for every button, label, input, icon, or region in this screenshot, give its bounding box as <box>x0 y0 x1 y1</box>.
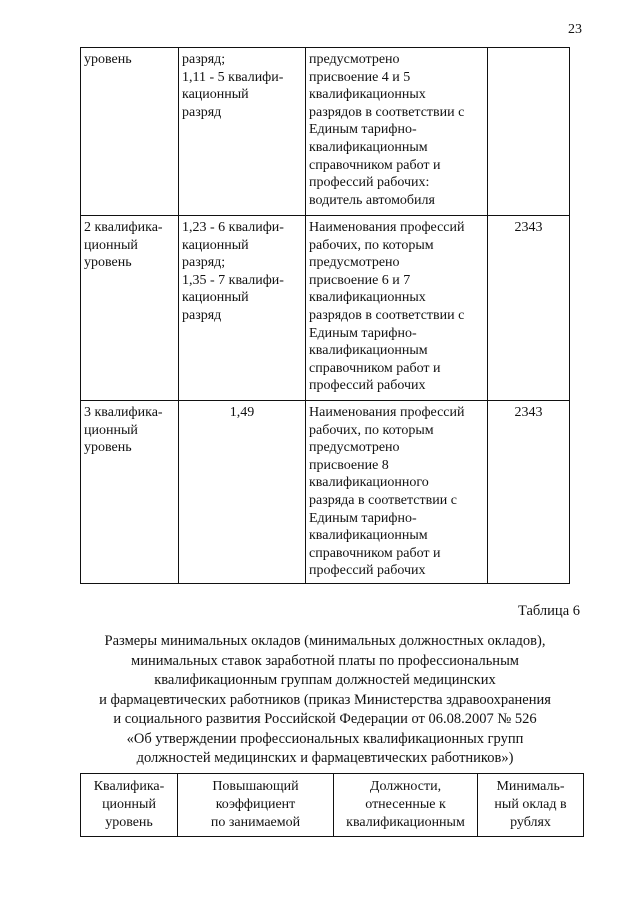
cell-line: разрядов в соответствии с <box>309 104 465 120</box>
cell-line: кационный <box>182 237 249 253</box>
cell-line: 1,35 - 7 квалифи- <box>182 272 284 288</box>
cell-line: Квалифика- <box>93 779 165 794</box>
title-line: Размеры минимальных окладов (минимальных должностных окладов), <box>104 633 546 649</box>
cell-line: по занимаемой <box>210 815 301 830</box>
table-row <box>81 216 570 401</box>
cell-line: Повышающий <box>212 779 299 794</box>
cell-line: профессий рабочих <box>309 563 426 579</box>
coefficient-cell <box>179 216 306 401</box>
cell-line: Минималь- <box>496 779 565 794</box>
level-cell <box>81 216 179 401</box>
coefficient-cell <box>179 48 306 216</box>
cell-line: разряд; <box>182 255 226 271</box>
cell-line: уровень <box>84 440 132 456</box>
cell-line: предусмотрено <box>309 52 400 67</box>
cell-line: уровень <box>84 255 132 271</box>
cell-line: уровень <box>84 52 132 67</box>
cell-line: рабочих, по которым <box>309 237 434 253</box>
table-title <box>60 632 590 769</box>
cell-line: квалификационных <box>309 290 426 306</box>
salary-cell <box>488 48 570 216</box>
cell-line: Наименования профессий <box>309 405 465 420</box>
salary-table-continued <box>80 47 570 584</box>
cell-line: рабочих, по которым <box>309 422 434 438</box>
cell-line: разрядов в соответствии с <box>309 307 465 323</box>
cell-line: Единым тарифно- <box>309 325 417 341</box>
cell-line: присвоение 4 и 5 <box>309 69 411 85</box>
cell-line: квалификационного <box>309 475 429 491</box>
cell-line: предусмотрено <box>309 440 400 456</box>
cell-line: разряд; <box>182 52 226 67</box>
header-cell <box>81 774 178 837</box>
cell-line: справочником работ и <box>309 157 441 173</box>
cell-line: Должности, <box>369 779 442 794</box>
cell-line: ционный <box>84 237 138 253</box>
cell-line: Наименования профессий <box>309 220 465 235</box>
title-line: «Об утверждении профессиональных квалификационных групп <box>126 730 524 747</box>
cell-line: квалификационным <box>309 139 428 155</box>
cell-line: квалификационным <box>346 815 465 830</box>
table-row <box>81 48 570 216</box>
table-6-header <box>80 773 584 837</box>
cell-line: разряд <box>182 307 222 323</box>
cell-line: профессий рабочих <box>309 378 426 394</box>
level-cell <box>81 401 179 584</box>
cell-line: Единым тарифно- <box>309 510 417 526</box>
cell-line: квалификационных <box>309 87 426 103</box>
header-cell <box>334 774 478 837</box>
cell-line: ный оклад в <box>494 797 567 812</box>
cell-line: 1,11 - 5 квалифи- <box>182 69 284 85</box>
salary-cell: 2343 <box>488 401 570 584</box>
header-row <box>81 774 584 837</box>
cell-line: ционный <box>102 797 156 812</box>
cell-line: водитель автомобиля <box>309 192 435 208</box>
level-cell <box>81 48 179 216</box>
cell-line: справочником работ и <box>309 360 441 376</box>
cell-line: ционный <box>84 422 138 438</box>
table-caption: Таблица 6 <box>517 603 580 619</box>
cell-line: профессий рабочих: <box>309 175 430 191</box>
title-line: должностей медицинских и фармацевтических работников») <box>136 750 514 766</box>
cell-line: присвоение 8 <box>309 457 389 473</box>
positions-cell <box>306 216 488 401</box>
positions-cell <box>306 401 488 584</box>
cell-line: кационный <box>182 87 249 103</box>
cell-line: кационный <box>182 290 249 306</box>
cell-line: Единым тарифно- <box>309 122 417 138</box>
title-line: и фармацевтических работников (приказ Министерства здравоохранения <box>99 691 551 708</box>
cell-line: справочником работ и <box>309 545 441 561</box>
cell-line: 1,23 - 6 квалифи- <box>182 220 284 235</box>
title-line: квалификационным группам должностей медицинских <box>154 672 496 688</box>
cell-line: 2 квалифика- <box>84 220 163 235</box>
cell-line: квалификационным <box>309 528 428 544</box>
cell-line: 1,49 <box>229 405 255 420</box>
salary-cell: 2343 <box>488 216 570 401</box>
cell-line: отнесенные к <box>365 797 446 812</box>
cell-line: рублях <box>510 815 551 830</box>
header-cell <box>178 774 334 837</box>
table-row <box>81 401 570 584</box>
cell-line: квалификационным <box>309 343 428 359</box>
cell-line: уровень <box>105 815 153 830</box>
cell-line: разряд <box>182 104 222 120</box>
cell-line: присвоение 6 и 7 <box>309 272 411 288</box>
header-cell <box>478 774 584 837</box>
page-number: 23 <box>568 22 582 37</box>
coefficient-cell <box>179 401 306 584</box>
cell-line: разряда в соответствии с <box>309 492 457 508</box>
cell-line: предусмотрено <box>309 255 400 271</box>
positions-cell <box>306 48 488 216</box>
title-line: и социального развития Российской Федерации от 06.08.2007 № 526 <box>113 711 537 727</box>
title-line: минимальных ставок заработной платы по профессиональным <box>131 652 519 669</box>
cell-line: 3 квалифика- <box>84 405 163 420</box>
cell-line: коэффициент <box>215 797 296 812</box>
